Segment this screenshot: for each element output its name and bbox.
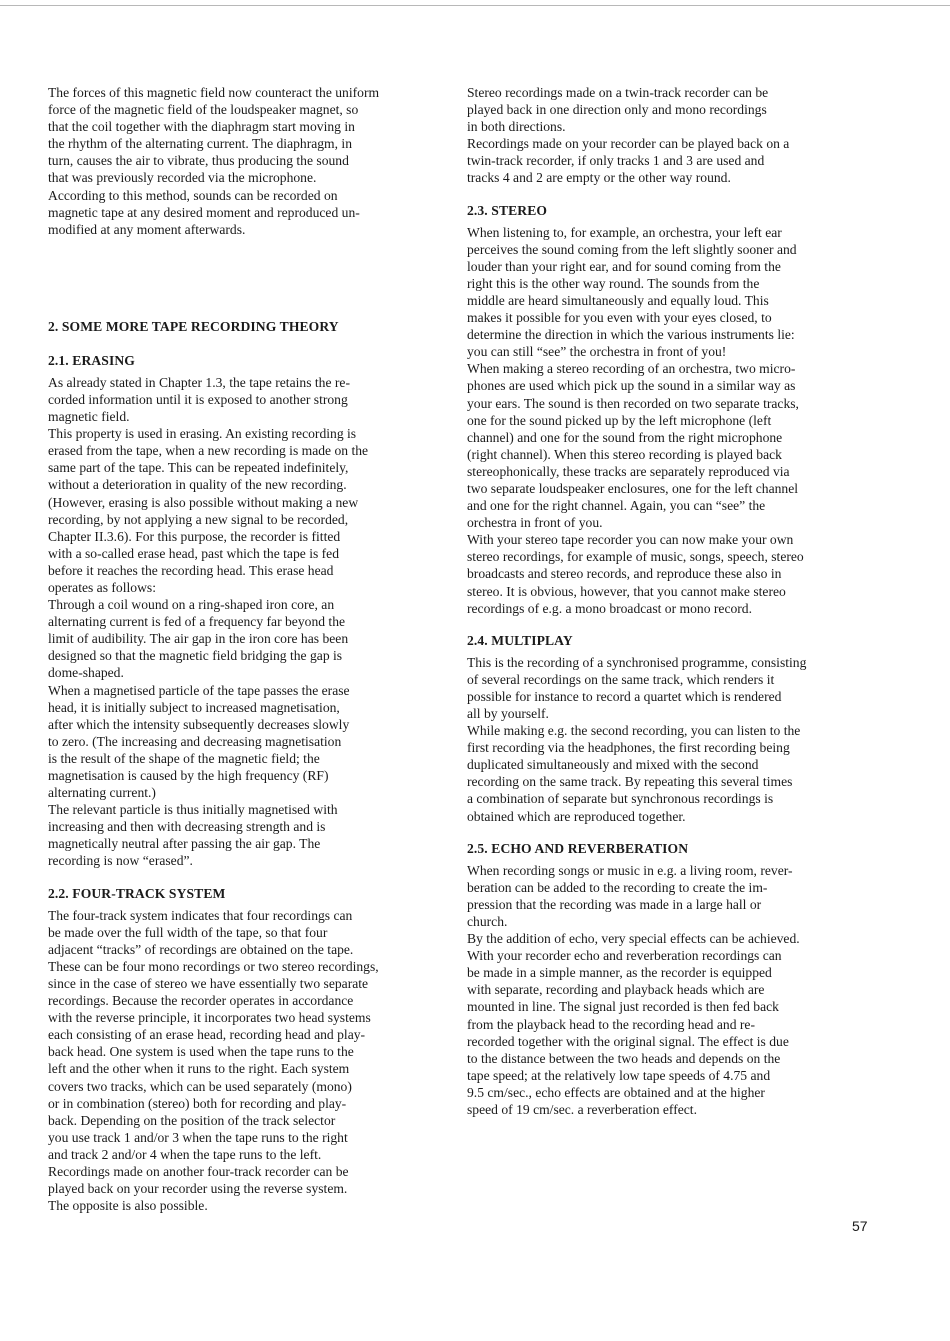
text-line: first recording via the headphones, the first recording being: [467, 740, 790, 756]
text-line: played back on your recorder using the reverse system.: [48, 1181, 348, 1197]
left-column: [48, 84, 448, 1214]
text-line: tracks 4 and 2 are empty or the other way round.: [467, 170, 731, 186]
text-line: force of the magnetic field of the loudspeaker magnet, so: [48, 102, 359, 118]
text-line: two separate loudspeaker enclosures, one for the left channel: [467, 480, 799, 496]
section-heading-four-track: 2.2. FOUR-TRACK SYSTEM: [48, 885, 226, 901]
text-line: According to this method, sounds can be recorded on: [48, 187, 338, 203]
text-line: that was previously recorded via the microphone.: [48, 170, 317, 186]
text-line: Through a coil wound on a ring-shaped iron core, an: [48, 597, 335, 613]
text-line: duplicated simultaneously and mixed with the second: [467, 757, 759, 773]
text-line: tape speed; at the relatively low tape speeds of 4.75 and: [467, 1067, 771, 1083]
text-line: and one for the right channel. Again, you can “see” the: [467, 498, 766, 514]
text-line: determine the direction in which the various instruments lie:: [467, 327, 795, 343]
text-line: By the addition of echo, very special effects can be achieved.: [467, 931, 800, 947]
section-heading-echo: 2.5. ECHO AND REVERBERATION: [467, 840, 689, 856]
erasing-paragraph: [48, 374, 448, 870]
text-line: increasing and then with decreasing strength and is: [48, 819, 326, 835]
text-line: since in the case of stereo we have essentially two separate: [48, 975, 369, 991]
text-line: back head. One system is used when the tape runs to the: [48, 1044, 354, 1060]
text-line: without a deterioration in quality of the new recording.: [48, 477, 347, 493]
text-line: magnetic tape at any desired moment and reproduced un-: [48, 204, 360, 220]
text-line: left and the other when it runs to the right. Each system: [48, 1061, 350, 1077]
text-line: from the playback head to the recording head and re-: [467, 1016, 755, 1032]
text-line: makes it possible for you even with your eyes closed, to: [467, 310, 772, 326]
text-line: While making e.g. the second recording, you can listen to the: [467, 723, 801, 739]
text-line: speed of 19 cm/sec. a reverberation effect.: [467, 1101, 697, 1117]
text-line: obtained which are reproduced together.: [467, 808, 686, 824]
text-line: be made in a simple manner, as the recorder is equipped: [467, 965, 772, 981]
stereo-paragraph: [467, 224, 867, 617]
text-line: This is the recording of a synchronised programme, consisting: [467, 654, 807, 670]
text-line: adjacent “tracks” of recordings are obtained on the tape.: [48, 941, 354, 957]
twin-track-paragraph: [467, 84, 867, 187]
text-line: (However, erasing is also possible without making a new: [48, 494, 359, 510]
section-heading-erasing: 2.1. ERASING: [48, 352, 135, 368]
text-line: to zero. (The increasing and decreasing magnetisation: [48, 733, 342, 749]
text-line: recordings of e.g. a mono broadcast or mono record.: [467, 600, 752, 616]
text-line: church.: [467, 913, 508, 929]
text-line: magnetically neutral after passing the air gap. The: [48, 836, 321, 852]
text-line: recording on the same track. By repeating this several times: [467, 774, 793, 790]
text-line: (right channel). When this stereo recording is played back: [467, 446, 782, 462]
text-line: louder than your right ear, and for sound coming from the: [467, 258, 781, 274]
text-line: possible for instance to record a quartet which is rendered: [467, 688, 782, 704]
text-line: covers two tracks, which can be used separately (mono): [48, 1078, 352, 1094]
text-line: of several recordings on the same track, which renders it: [467, 671, 775, 687]
section-heading-multiplay: 2.4. MULTIPLAY: [467, 632, 573, 648]
text-line: broadcasts and stereo records, and reproduce these also in: [467, 566, 782, 582]
text-line: The opposite is also possible.: [48, 1198, 208, 1214]
text-line: Stereo recordings made on a twin-track recorder can be: [467, 85, 769, 100]
text-line: magnetisation is caused by the high frequency (RF): [48, 768, 329, 783]
intro-paragraph: [48, 84, 448, 238]
text-line: the rhythm of the alternating current. The diaphragm, in: [48, 136, 353, 152]
text-line: back. Depending on the position of the track selector: [48, 1112, 336, 1128]
four-track-paragraph: [48, 907, 448, 1215]
text-line: stereo. It is obvious, however, that you cannot make stereo: [467, 583, 786, 599]
text-line: The forces of this magnetic field now counteract the uniform: [48, 85, 380, 100]
text-line: or in combination (stereo) both for recording and play-: [48, 1095, 347, 1111]
text-line: recorded together with the original signal. The effect is due: [467, 1033, 789, 1049]
text-line: be made over the full width of the tape, so that four: [48, 924, 328, 940]
text-line: modified at any moment afterwards.: [48, 221, 246, 237]
text-line: perceives the sound coming from the left slightly sooner and: [467, 241, 797, 257]
text-line: When listening to, for example, an orchestra, your left ear: [467, 224, 782, 240]
text-line: recording is now “erased”.: [48, 853, 193, 869]
text-line: same part of the tape. This can be repeated indefinitely,: [48, 460, 349, 476]
chapter-heading: 2. SOME MORE TAPE RECORDING THEORY: [48, 318, 339, 334]
text-line: that the coil together with the diaphragm start moving in: [48, 119, 355, 135]
text-line: The four-track system indicates that four recordings can: [48, 907, 353, 923]
text-line: phones are used which pick up the sound in a similar way as: [467, 378, 796, 394]
text-line: With your stereo tape recorder you can now make your own: [467, 532, 794, 548]
text-line: Chapter II.3.6). For this purpose, the recorder is fitted: [48, 528, 341, 544]
text-line: dome-shaped.: [48, 665, 124, 681]
text-line: you use track 1 and/or 3 when the tape runs to the right: [48, 1129, 348, 1145]
text-line: With your recorder echo and reverberation recordings can: [467, 948, 782, 964]
text-line: head, it is initially subject to increased magnetisation,: [48, 699, 340, 715]
text-line: pression that the recording was made in a large hall or: [467, 896, 762, 912]
text-line: right this is the other way round. The sounds from the: [467, 275, 760, 291]
text-line: played back in one direction only and mono recordings: [467, 102, 767, 118]
text-line: designed so that the magnetic field bridging the gap is: [48, 648, 343, 664]
text-line: one for the sound picked up by the left microphone (left: [467, 412, 772, 428]
text-line: your ears. The sound is then recorded on two separate tracks,: [467, 395, 799, 411]
text-line: operates as follows:: [48, 579, 156, 595]
section-heading-stereo: 2.3. STEREO: [467, 202, 548, 218]
text-line: The relevant particle is thus initially magnetised with: [48, 802, 338, 818]
text-line: with separate, recording and playback heads which are: [467, 982, 765, 998]
text-line: and track 2 and/or 4 when the tape runs to the left.: [48, 1146, 322, 1162]
text-line: corded information until it is exposed to another strong: [48, 391, 348, 407]
text-line: When recording songs or music in e.g. a living room, rever-: [467, 862, 793, 878]
text-line: after which the intensity subsequently decreases slowly: [48, 716, 350, 732]
text-line: with a so-called erase head, past which the tape is fed: [48, 545, 340, 561]
text-line: recording, by not applying a new signal to be recorded,: [48, 511, 349, 527]
text-line: erased from the tape, when a new recording is made on the: [48, 443, 369, 459]
text-line: These can be four mono recordings or two stereo recordings,: [48, 958, 379, 974]
echo-paragraph: [467, 862, 867, 1118]
text-line: you can still “see” the orchestra in front of you!: [467, 344, 727, 360]
text-line: Recordings made on another four-track recorder can be: [48, 1163, 349, 1179]
text-line: alternating current.): [48, 785, 156, 801]
text-line: alternating current is fed of a frequency far beyond the: [48, 614, 346, 630]
multiplay-paragraph: [467, 654, 867, 825]
text-line: middle are heard simultaneously and equally loud. This: [467, 292, 769, 308]
page-number: 57: [852, 1218, 868, 1234]
text-line: beration can be added to the recording to create the im-: [467, 879, 768, 895]
text-line: a combination of separate but synchronous recordings is: [467, 791, 774, 807]
text-line: This property is used in erasing. An existing recording is: [48, 426, 357, 442]
text-line: each consisting of an erase head, recording head and play-: [48, 1027, 366, 1043]
text-line: before it reaches the recording head. This erase head: [48, 562, 334, 578]
text-line: turn, causes the air to vibrate, thus producing the sound: [48, 153, 349, 169]
text-line: limit of audibility. The air gap in the iron core has been: [48, 631, 349, 647]
text-line: with the reverse principle, it incorporates two head systems: [48, 1010, 371, 1026]
top-rule: [0, 5, 950, 6]
text-line: orchestra in front of you.: [467, 515, 603, 531]
text-line: mounted in line. The signal just recorded is then fed back: [467, 999, 779, 1015]
right-column: [467, 84, 867, 1118]
text-line: magnetic field.: [48, 409, 130, 425]
text-line: 9.5 cm/sec., echo effects are obtained and at the higher: [467, 1084, 765, 1100]
text-line: stereophonically, these tracks are separately reproduced via: [467, 463, 790, 479]
text-line: As already stated in Chapter 1.3, the tape retains the re-: [48, 374, 350, 390]
text-line: stereo recordings, for example of music, songs, speech, stereo: [467, 549, 804, 565]
text-line: to the distance between the two heads and depends on the: [467, 1050, 781, 1066]
text-line: recordings. Because the recorder operates in accordance: [48, 993, 354, 1009]
text-line: channel) and one for the sound from the right microphone: [467, 429, 783, 445]
text-line: When a magnetised particle of the tape passes the erase: [48, 682, 350, 698]
text-line: When making a stereo recording of an orchestra, two micro-: [467, 361, 796, 377]
text-line: is the result of the shape of the magnetic field; the: [48, 750, 320, 766]
text-line: Recordings made on your recorder can be played back on a: [467, 136, 790, 152]
text-line: in both directions.: [467, 119, 566, 135]
text-line: twin-track recorder, if only tracks 1 and 3 are used and: [467, 153, 765, 169]
text-line: all by yourself.: [467, 706, 549, 721]
